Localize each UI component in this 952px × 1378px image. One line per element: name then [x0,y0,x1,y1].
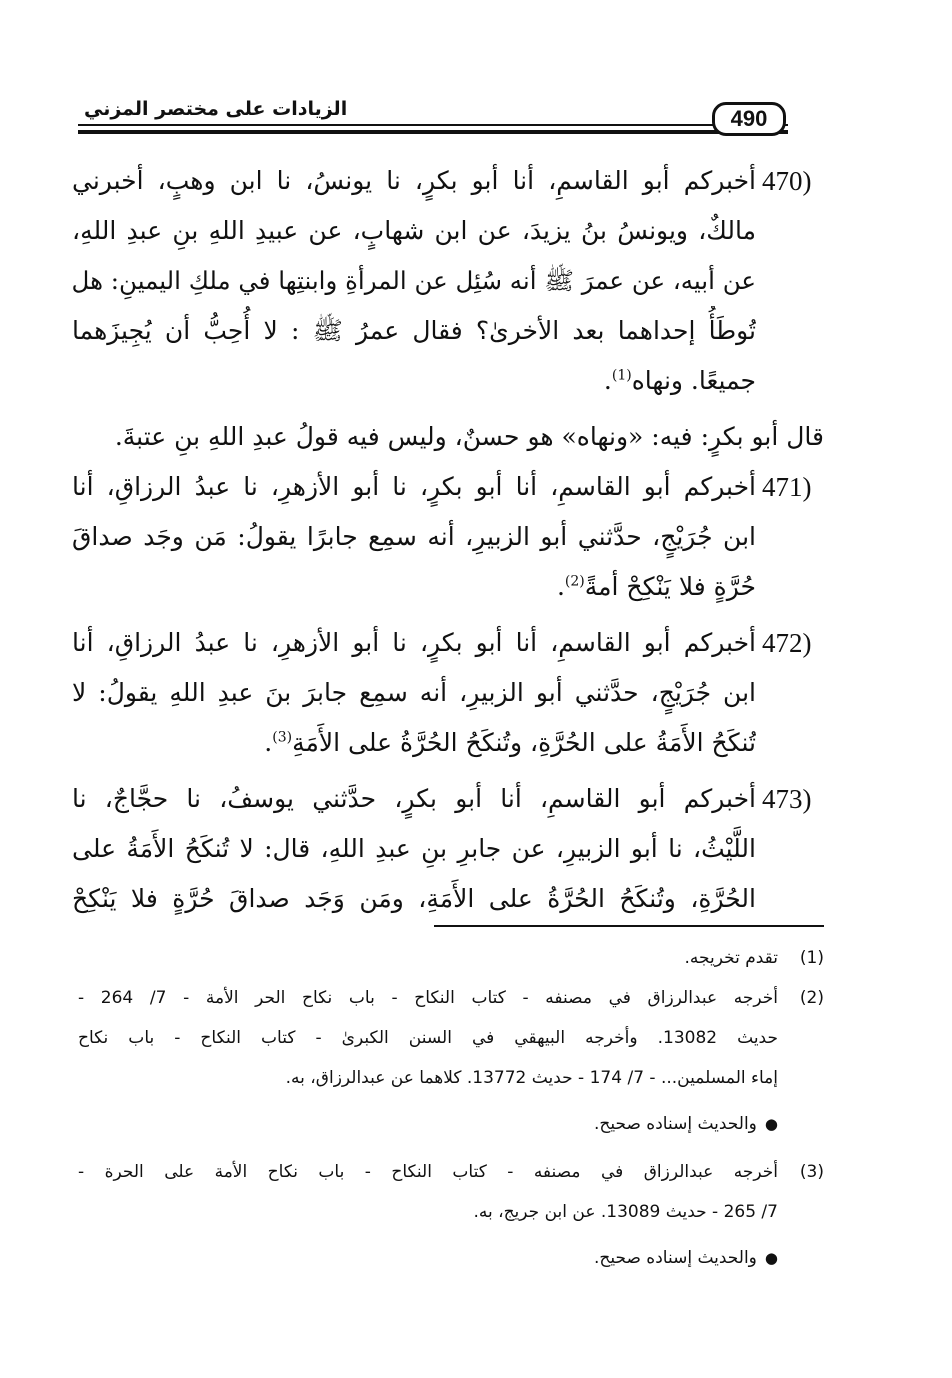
footnote-line: إماء المسلمين... - 7/ 174 - حديث 13772. كلاهما عن عبدالرزاق، به. [285,1068,778,1088]
text-line: عن أبيه، عن عمرَ ﷺ أنه سُئِل عن المرأةِ وابنتِها في ملكِ اليمينِ: هل [72,266,756,295]
text-fragment: حُرَّةٍ فلا يَنْكِحْ أمةً [584,572,756,601]
text-line: أخبركم أبو القاسمِ، أنا أبو بكرٍ، نا يونسُ، نا ابن وهبٍ، أخبرني [72,166,756,195]
text-line: قال أبو بكرٍ: فيه: «ونهاه» هو حسنٌ، وليس فيه قولُ عبدِ اللهِ بنِ عتبةَ. [114,422,824,451]
bullet-icon: ● [764,1115,778,1133]
text-fragment: جميعًا. ونهاه [631,366,756,395]
grading-note [78,1104,824,1144]
text-line [72,562,756,612]
sentence-end: . [264,728,273,757]
grading-text: والحديث إسناده صحيح. [593,1248,757,1268]
hadith-473 [72,774,824,924]
sentence-end: . [603,366,612,395]
footnote-1 [78,938,824,978]
hadith-number: 471) [762,472,812,502]
text-fragment: تُنكَحُ الأَمَةُ على الحُرَّةِ، وتُنكَحُ الحُرَّةُ على الأَمَةِ [292,728,756,757]
text-line: أخبركم أبو القاسمِ، أنا أبو بكرٍ، نا أبو الأزهرِ، نا عبدُ الرزاقِ، أنا [72,628,756,657]
text-line: ابن جُرَيْجٍ، حدَّثني أبو الزبيرِ، أنه سمِع جابرَ بنَ عبدِ اللهِ يقولُ: لا [72,678,756,707]
footnote-number: (2) [799,988,824,1008]
text-line: مالكٌ، ويونسُ بنُ يزيدَ، عن ابن شهابٍ، عن عبيدِ اللهِ بنِ عبدِ اللهِ، [72,216,756,245]
footnote-ref[interactable]: (1) [611,367,632,384]
page-number: 490 [712,102,786,136]
footnote-line: تقدم تخريجه. [684,948,778,968]
footnote-separator [434,925,824,927]
hadith-number: 470) [762,166,812,196]
text-line: الحُرَّةِ، وتُنكَحُ الحُرَّةُ على الأَمَةِ، ومَن وَجَد صداقَ حُرَّةٍ فلا يَنْكِحْ [72,884,756,913]
footnote-ref[interactable]: (3) [272,729,293,746]
hadith-471 [72,462,824,612]
bullet-icon: ● [764,1249,778,1267]
footnote-line: أخرجه عبدالرزاق في مصنفه - كتاب النكاح - باب نكاح الأمة على الحرة - [78,1162,778,1182]
sentence-end: . [556,572,565,601]
footnote-3 [78,1152,824,1232]
text-line [72,718,756,768]
hadith-470 [72,156,824,406]
footnote-line: أخرجه عبدالرزاق في مصنفه - كتاب النكاح - باب نكاح الحر الأمة - 7/ 264 - [78,988,778,1008]
main-text [72,156,824,924]
text-line: تُوطَأُ إحداهما بعد الأخرىٰ؟ فقال عمرُ ﷺ : لا أُحِبُّ أن يُجِيزَهما [72,316,756,345]
footnote-line: 7/ 265 - حديث 13089. عن ابن جريج، به. [473,1202,778,1222]
text-line: أخبركم أبو القاسمِ، أنا أبو بكرٍ، نا أبو الأزهرِ، نا عبدُ الرزاقِ، أنا [72,472,756,501]
text-line: ابن جُرَيْجٍ، حدَّثني أبو الزبيرِ، أنه سمِع جابرًا يقولُ: مَن وجَد صداقَ [72,522,756,551]
footnote-ref[interactable]: (2) [564,573,585,590]
text-line: أخبركم أبو القاسمِ، أنا أبو بكرٍ، حدَّثني يوسفُ، نا حجَّاجٌ، نا [72,784,756,813]
text-line: اللَّيْثُ، نا أبو الزبيرِ، عن جابرِ بنِ عبدِ اللهِ، قال: لا تُنكَحُ الأَمَةُ على [72,834,756,863]
footnote-2 [78,978,824,1098]
hadith-472 [72,618,824,768]
grading-note [78,1238,824,1278]
comment-paragraph [72,412,824,462]
footnote-number: (1) [799,948,824,968]
text-line [72,356,756,406]
page-header [78,96,818,136]
hadith-number: 472) [762,628,812,658]
footnote-line: حديث 13082. وأخرجه البيهقي في السنن الكبرىٰ - كتاب النكاح - باب نكاح [78,1028,778,1048]
hadith-number: 473) [762,784,812,814]
running-title: الزيادات على مختصر المزني [78,96,370,122]
grading-text: والحديث إسناده صحيح. [593,1114,757,1134]
header-rule [78,124,788,126]
footnote-number: (3) [799,1162,824,1182]
footnotes [78,938,824,1286]
header-rule-thick [78,130,788,134]
